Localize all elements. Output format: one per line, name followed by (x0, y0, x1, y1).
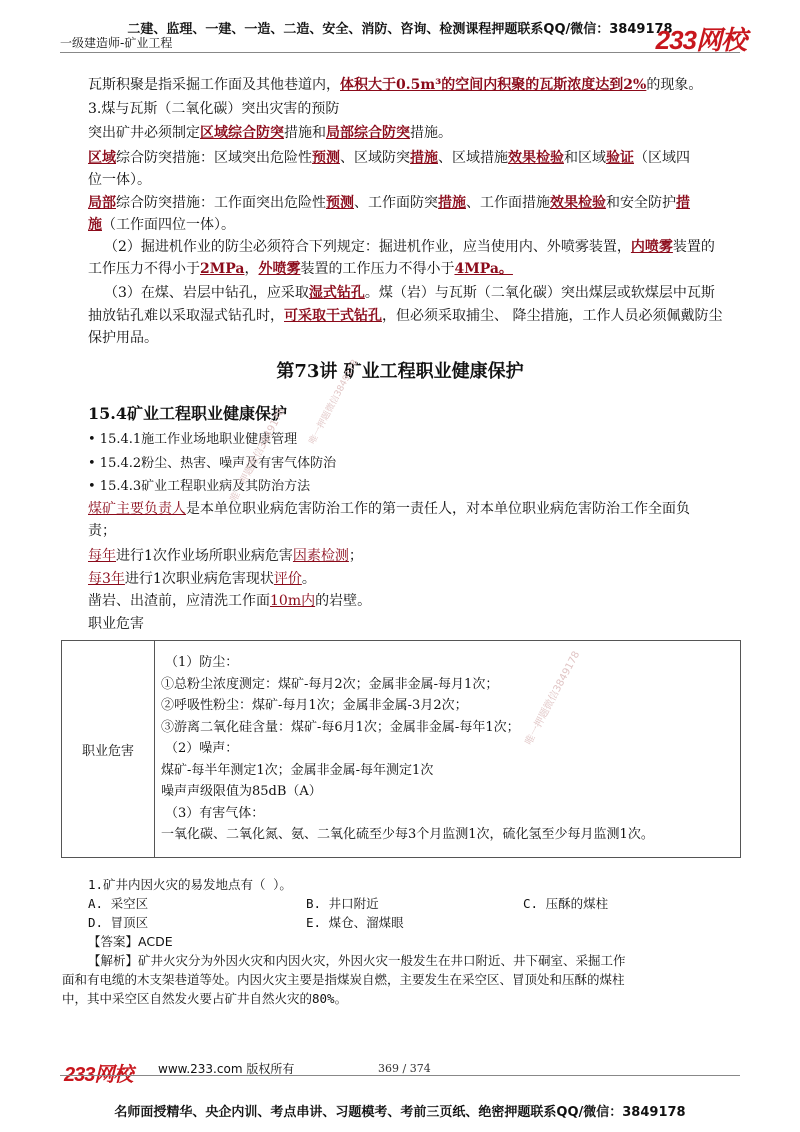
paragraph-annual-check: 每年进行1次作业场所职业病危害因素检测； (88, 548, 363, 564)
option-e: E. 煤仓、溜煤眼 (306, 915, 404, 930)
table-line: ③游离二氧化硅含量：煤矿-每6月1次；金属非金属-每年1次； (161, 719, 520, 735)
bullet-item: • 15.4.2粉尘、热害、噪声及有害气体防治 (88, 456, 337, 471)
header-subject: 一级建造师-矿业工程 (60, 36, 173, 50)
paragraph-rock-wash: 凿岩、出渣前，应清洗工作面10m内的岩壁。 (88, 593, 372, 609)
header-courses: 二建、监理、一建、一造、二造、安全、消防、咨询、检测课程押题联系QQ/微信：3849178 (127, 22, 673, 37)
paragraph-drilling-cont: 抽放钻孔难以采取湿式钻孔时，可采取干式钻孔，但必须采取捕尘、 降尘措施，工作人员必须佩戴防尘 (88, 308, 723, 324)
paragraph-outburst-measures: 突出矿井必须制定区域综合防突措施和局部综合防突措施。 (88, 125, 452, 141)
paragraph-three-year-eval: 每3年进行1次职业病危害现状评价。 (88, 571, 316, 587)
paragraph-regional-cont: 位一体）。 (88, 172, 151, 188)
option-b: B. 井口附近 (306, 896, 379, 911)
bullet-item: • 15.4.1施工作业场地职业健康管理 (88, 432, 298, 447)
lecture-title: 第73讲 矿业工程职业健康保护 (276, 361, 524, 382)
watermark-text: 唯一押题微信3849178 (228, 406, 288, 505)
footer-logo: 233网校 (64, 1064, 133, 1086)
paragraph-drilling: （3）在煤、岩层中钻孔，应采取湿式钻孔。煤（岩）与瓦斯（二氧化碳）突出煤层或软煤层中瓦斯 (104, 285, 715, 301)
paragraph-drilling-end: 保护用品。 (88, 330, 158, 346)
option-d: D. 冒顶区 (88, 915, 149, 930)
paragraph-responsible-cont: 责； (88, 523, 116, 539)
table-line: 煤矿-每半年测定1次；金属非金属-每年测定1次 (161, 762, 434, 778)
page-number: 369 / 374 (378, 1062, 431, 1075)
table-line: （2）噪声： (165, 741, 239, 757)
section-subtitle: 15.4矿业工程职业健康保护 (88, 404, 287, 423)
table-line: 噪声声级限值为85dB（A） (161, 784, 322, 800)
footer-promo: 名师面授精华、央企内训、考点串讲、习题模考、考前三页纸、绝密押题联系QQ/微信：3849178 (114, 1105, 686, 1120)
table-line: ①总粉尘浓度测定：煤矿-每月2次；金属非金属-每月1次； (161, 676, 499, 692)
paragraph-dust-spray-cont: 工作压力不得小于2MPa，外喷雾装置的工作压力不得小于4MPa。 (88, 261, 513, 277)
footer-site: www.233.com 版权所有 (158, 1062, 295, 1076)
paragraph-gas-accumulation: 瓦斯积聚是指采掘工作面及其他巷道内，体积大于0.5m³的空间内积聚的瓦斯浓度达到2%的现象。 (88, 77, 703, 93)
table-line: 一氧化碳、二氧化氮、氨、二氧化硫至少每3个月监测1次，硫化氢至少每月监测1次。 (161, 827, 654, 843)
paragraph-regional-measures: 区域综合防突措施：区域突出危险性预测、区域防突措施、区域措施效果检验和区域验证（区域四 (88, 150, 690, 166)
paragraph-local-measures: 局部综合防突措施：工作面突出危险性预测、工作面防突措施、工作面措施效果检验和安全防护措 (88, 195, 690, 211)
table-line: （1）防尘： (165, 655, 239, 671)
option-a: A. 采空区 (88, 896, 149, 911)
paragraph-hazard-heading: 职业危害 (88, 616, 144, 632)
answer-line: 【答案】ACDE (88, 934, 173, 949)
analysis-line: 中，其中采空区自然发火要占矿井自然火灾的80%。 (62, 991, 348, 1006)
footer-divider (60, 1075, 740, 1076)
analysis-line: 【解析】矿井火灾分为外因火灾和内因火灾，外因火灾一般发生在井口附近、井下硐室、采掘工作 (88, 953, 626, 968)
brand-logo: 233网校 (655, 25, 746, 55)
table-label-cell: 职业危害 (62, 641, 155, 858)
watermark-text: 唯一押题微信3849178 (307, 358, 361, 447)
question-stem: 1.矿井内因火灾的易发地点有（ ）。 (88, 877, 292, 892)
table-content-cell (155, 641, 741, 858)
bullet-item: • 15.4.3矿业工程职业病及其防治方法 (88, 479, 311, 494)
paragraph-dust-spray: （2）掘进机作业的防尘必须符合下列规定：掘进机作业，应当使用内、外喷雾装置，内喷雾装置的 (104, 239, 715, 255)
table-line: （3）有害气体： (165, 805, 265, 821)
paragraph-local-cont: 施（工作面四位一体）。 (88, 217, 235, 233)
table-line: ②呼吸性粉尘：煤矿-每月1次；金属非金属-3月2次； (161, 698, 468, 714)
occupational-hazard-table (61, 640, 741, 858)
paragraph-responsible-person: 煤矿主要负责人是本单位职业病危害防治工作的第一责任人，对本单位职业病危害防治工作全面负 (88, 501, 690, 517)
heading-outburst-prevention: 3.煤与瓦斯（二氧化碳）突出灾害的预防 (88, 101, 340, 117)
header-divider (60, 52, 740, 53)
analysis-line: 面和有电缆的木支架巷道等处。内因火灾主要是指煤炭自燃，主要发生在采空区、冒顶处和压酥的煤柱 (62, 972, 625, 987)
option-c: C. 压酥的煤柱 (523, 896, 609, 911)
watermark-text: 唯一押题微信3849178 (523, 649, 583, 748)
